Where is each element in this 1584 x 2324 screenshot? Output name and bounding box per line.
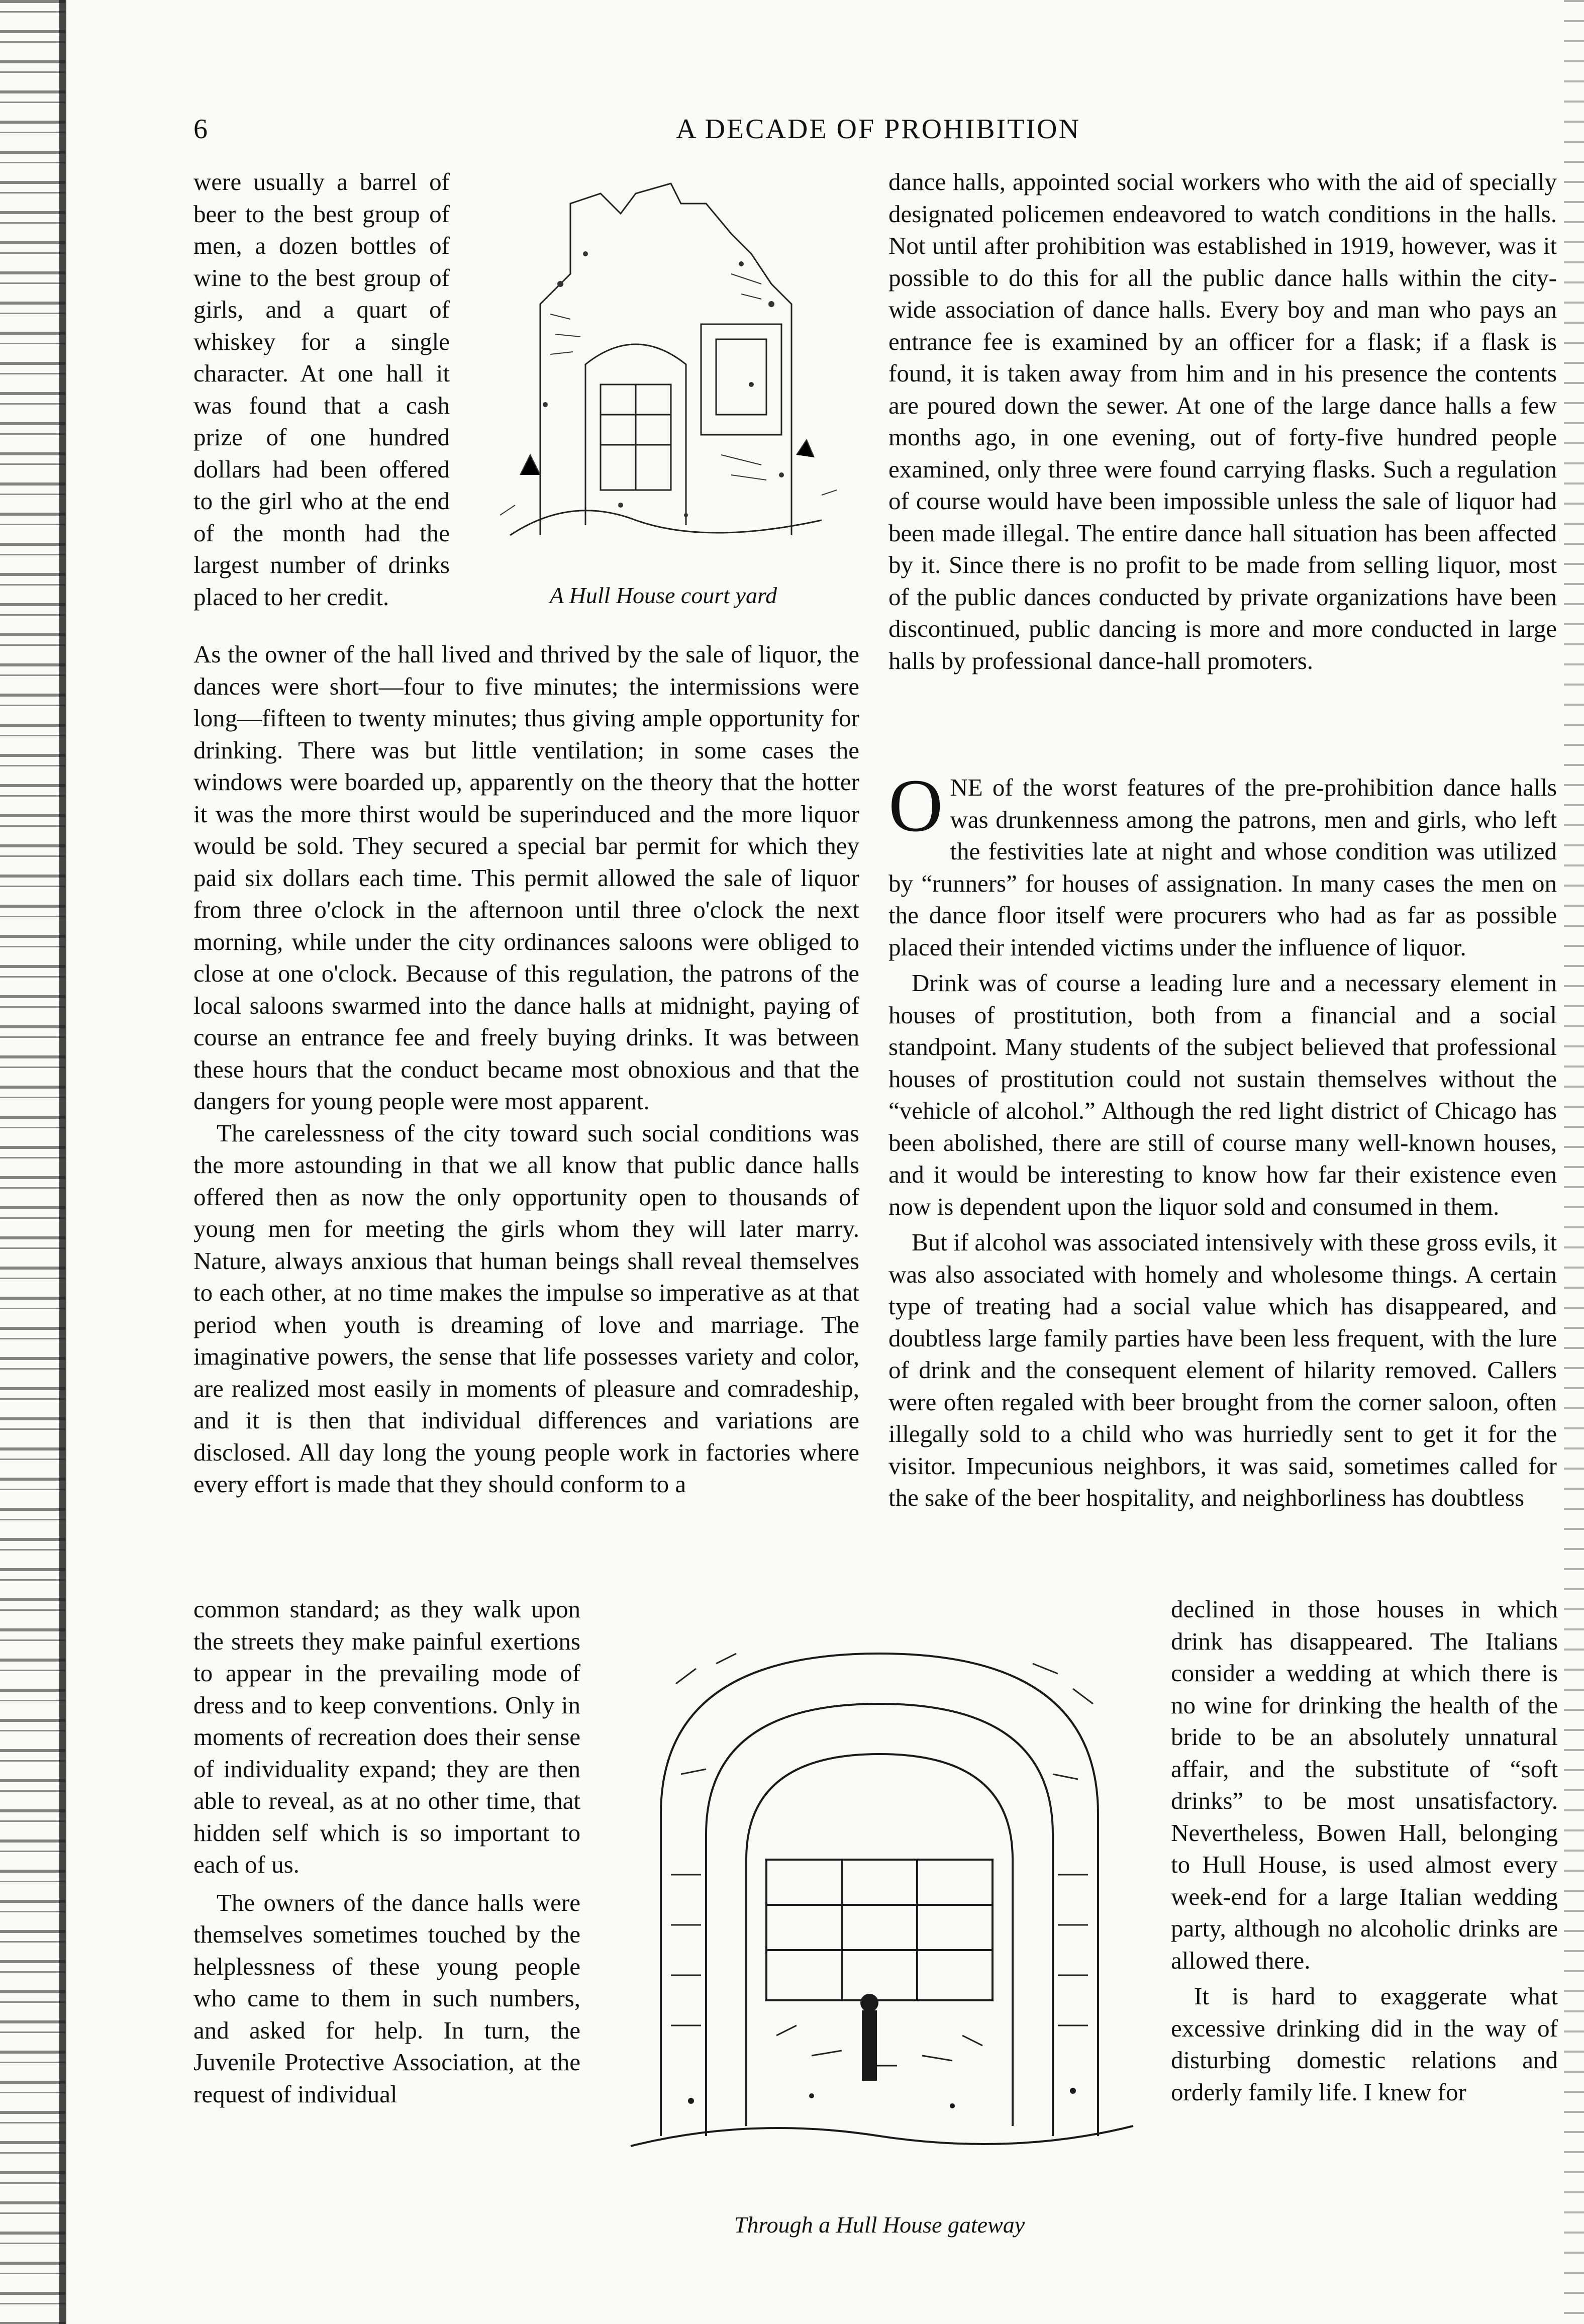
gateway-caption: Through a Hull House gateway	[734, 2212, 1025, 2238]
paragraph: The owners of the dance halls were themselves sometimes touched by the helplessness of these young people who came to them in such numbers, and asked for help. In turn, the Juvenile Protective Association, at the request of individual	[193, 1888, 580, 2108]
paragraph: were usually a barrel of beer to the best group of men, a dozen bottles of wine to the best group of girls, and a quart of whiskey for a single character. At one hall it was found that a cash prize of one hundred dollars had been offered to the girl who at the end of the month had the largest number of drinks placed to her credit.	[193, 168, 450, 611]
running-title: A DECADE OF PROHIBITION	[676, 114, 1080, 145]
paragraph: dance halls, appointed social workers who with the aid of specially designated policemen endeavored to watch conditions in the halls. Not until after prohibition was established in 1919, however, was it possible to do this for all the public dance halls within the city-wide association of dance halls. Every boy and man who pays an entrance fee is examined by an officer for a flask; if a flask is found, it is taken away from him and in his presence the contents are poured down the sewer. At one of the large dance halls a few months ago, in one evening, out of forty-five hundred people examined, only three were found carrying flasks. Such a regulation of course would have been impossible unless the sale of liquor had been made illegal. The entire dance hall situation has been affected by it. Since there is no profit to be made from selling liquor, most of the public dances conducted by private organizations have been discontinued, public dancing is more and more conducted in large halls by professional dance-hall promoters.	[888, 168, 1557, 674]
left-column-bottom	[193, 1593, 580, 2110]
court-yard-illustration	[470, 173, 857, 575]
page-number: 6	[193, 114, 209, 145]
paragraph: As the owner of the hall lived and thrived by the sale of liquor, the dances were short—four to five minutes; the intermissions were long—fifteen to twenty minutes; thus giving ample opportunity for drinking. There was but little ventilation; in some cases the windows were boarded up, apparently on the theory that the hotter it was the more thirst would be superinduced and the more liquor would be sold. They secured a special bar permit for which they paid six dollars each time. This permit allowed the sale of liquor from three o'clock in the afternoon until three o'clock the next morning, while under the city ordinances saloons were obliged to close at one o'clock. Because of this regulation, the patrons of the local saloons swarmed into the dance halls at midnight, paying of course an entrance fee and freely buying drinks. It was between these hours that the conduct became most obnoxious and that the dangers for young people were most apparent.	[193, 640, 859, 1115]
paragraph: It is hard to exaggerate what excessive drinking did in the way of disturbing domestic relations and orderly family life. I knew for	[1171, 1982, 1558, 2106]
court-yard-drawing	[470, 173, 857, 540]
paragraph: declined in those houses in which drink has disappeared. The Italians consider a wedding at which there is no wine for drinking the health of the bride to be an absolutely unnatural affair, and the substitute of “soft drinks” to be most unsatisfactory. Nevertheless, Bowen Hall, belonging to Hull House, is used almost every week-end for a large Italian wedding party, although no alcoholic drinks are allowed there.	[1171, 1595, 1558, 1974]
right-column-middle	[888, 764, 1557, 1514]
scan-margin-right	[1564, 0, 1584, 2324]
paragraph: The carelessness of the city toward such social conditions was the more astounding in that we all know that public dance halls offered then as now the only opportunity open to thousands of young men for meeting the girls whom they will later marry. Nature, always anxious that human beings shall reveal themselves to each other, at no time makes the impulse so imperative as at that period when youth is dreaming of love and marriage. The imaginative powers, the sense that life possesses variety and color, are realized most easily in moments of pleasure and comradeship, and it is then that individual differences and variations are disclosed. All day long the young people work in factories where every effort is made that they should conform to a	[193, 1119, 859, 1498]
gateway-illustration	[601, 1623, 1158, 2196]
paragraph-text: NE of the worst features of the pre-prohibition dance halls was drunkenness among the patrons, men and girls, who left the festivities late at night and whose condition was utilized by “runners” for houses of assignation. In many cases the men on the dance floor itself were procurers who had as far as possible placed their intended victims under the influence of liquor.	[888, 773, 1557, 961]
page-header	[193, 113, 1563, 148]
paragraph: Drink was of course a leading lure and a necessary element in houses of prostitution, both from a financial and a social standpoint. Many students of the subject believed that professional houses of prostitution could not sustain themselves without the “vehicle of alcohol.” Although the red light district of Chicago has been abolished, there are still of course many well-known houses, and it would be interesting to know how far their existence even now is dependent upon the liquor sold and consumed in them.	[888, 969, 1557, 1220]
left-column-top	[193, 166, 450, 613]
left-column-middle	[193, 638, 859, 1500]
court-yard-caption: A Hull House court yard	[549, 583, 777, 608]
paragraph-dropcap	[888, 764, 1557, 963]
paragraph: But if alcohol was associated intensively with these gross evils, it was also associated with homely and wholesome things. A certain type of treating had a social value which has disappeared, and doubtless large family parties have been less frequent, with the lure of drink and the consequent element of hilarity removed. Callers were often regaled with beer brought from the corner saloon, often illegally sold to a child who was hurriedly sent to get it for the visitor. Impecunious neighbors, it was said, sometimes called for the sake of the beer hospitality, and neighborliness has doubtless	[888, 1228, 1557, 1511]
right-column-bottom	[1171, 1593, 1558, 2108]
gateway-drawing	[601, 1623, 1158, 2156]
paragraph: common standard; as they walk upon the streets they make painful exertions to appear in the prevailing mode of dress and to keep conventions. Only in moments of recreation does their sense of individuality expand; they are then able to reveal, as at no other time, that hidden self which is so important to each of us.	[193, 1595, 580, 1878]
drop-cap: O	[888, 764, 943, 847]
scan-binding-edge	[59, 0, 66, 2324]
scan-margin-left	[0, 0, 65, 2324]
right-column-top	[888, 166, 1557, 676]
